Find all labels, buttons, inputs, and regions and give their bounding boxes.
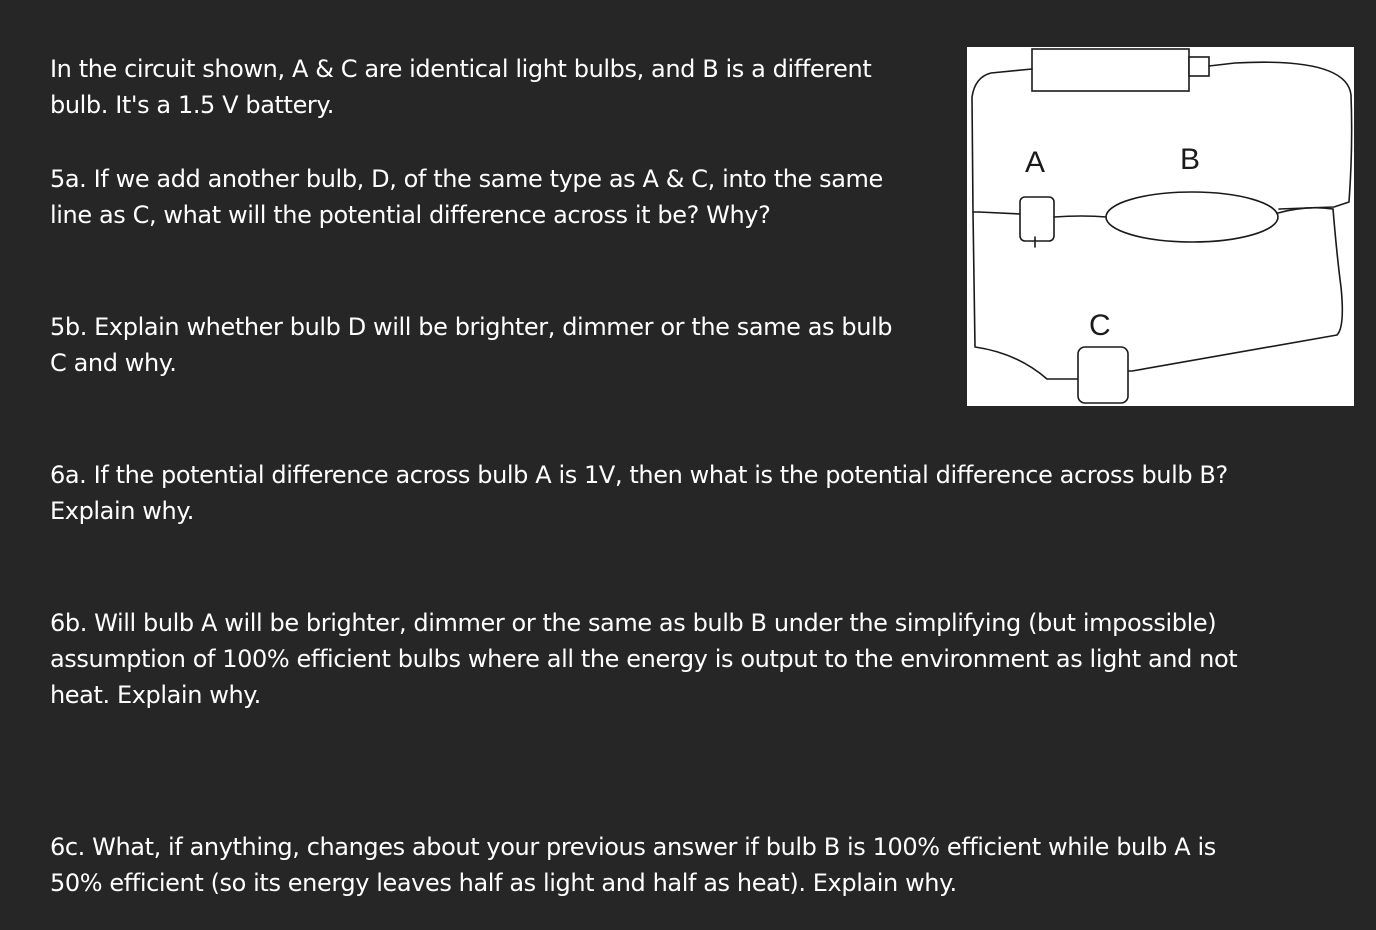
label-c: C — [1089, 309, 1111, 342]
question-5b-line-2: C and why. — [50, 349, 177, 377]
question-6a-line-2: Explain why. — [50, 497, 194, 525]
bulb-c — [1078, 347, 1128, 403]
battery-body — [1032, 49, 1189, 91]
question-5a-line-1: 5a. If we add another bulb, D, of the same type as A & C, into the same — [50, 165, 883, 193]
question-5b — [50, 309, 892, 381]
question-6b-line-2: assumption of 100% efficient bulbs where all the energy is output to the environment as light and not — [50, 645, 1238, 673]
circuit-diagram — [967, 47, 1354, 406]
question-5b-line-1: 5b. Explain whether bulb D will be brighter, dimmer or the same as bulb — [50, 313, 893, 341]
intro-line-2: bulb. It's a 1.5 V battery. — [50, 91, 335, 119]
question-5a — [50, 161, 883, 233]
bulb-b — [1106, 192, 1278, 242]
question-6b-line-1: 6b. Will bulb A will be brighter, dimmer or the same as bulb B under the simplifying (but impossible) — [50, 609, 1217, 637]
circuit-diagram-svg — [967, 47, 1354, 406]
wire-top-right — [1209, 62, 1352, 209]
wire-a-to-b — [1054, 216, 1107, 217]
question-6b-line-3: heat. Explain why. — [50, 681, 261, 709]
question-5a-line-2: line as C, what will the potential difference across it be? Why? — [50, 201, 771, 229]
question-6c — [50, 829, 1216, 901]
wire-top-left — [972, 69, 1032, 212]
bulb-a — [1020, 197, 1054, 241]
label-a: A — [1025, 146, 1046, 179]
wire-to-bulb-a — [979, 212, 1020, 214]
battery-terminal — [1189, 57, 1209, 76]
question-6c-line-2: 50% efficient (so its energy leaves half as light and half as heat). Explain why. — [50, 869, 957, 897]
question-6c-line-1: 6c. What, if anything, changes about your previous answer if bulb B is 100% efficient while bulb A is — [50, 833, 1216, 861]
question-6a-line-1: 6a. If the potential difference across bulb A is 1V, then what is the potential difference across bulb B? — [50, 461, 1228, 489]
intro-line-1: In the circuit shown, A & C are identical light bulbs, and B is a different — [50, 55, 872, 83]
intro-text — [50, 51, 871, 123]
question-6a — [50, 457, 1228, 529]
question-6b — [50, 605, 1237, 713]
label-b: B — [1180, 143, 1201, 176]
